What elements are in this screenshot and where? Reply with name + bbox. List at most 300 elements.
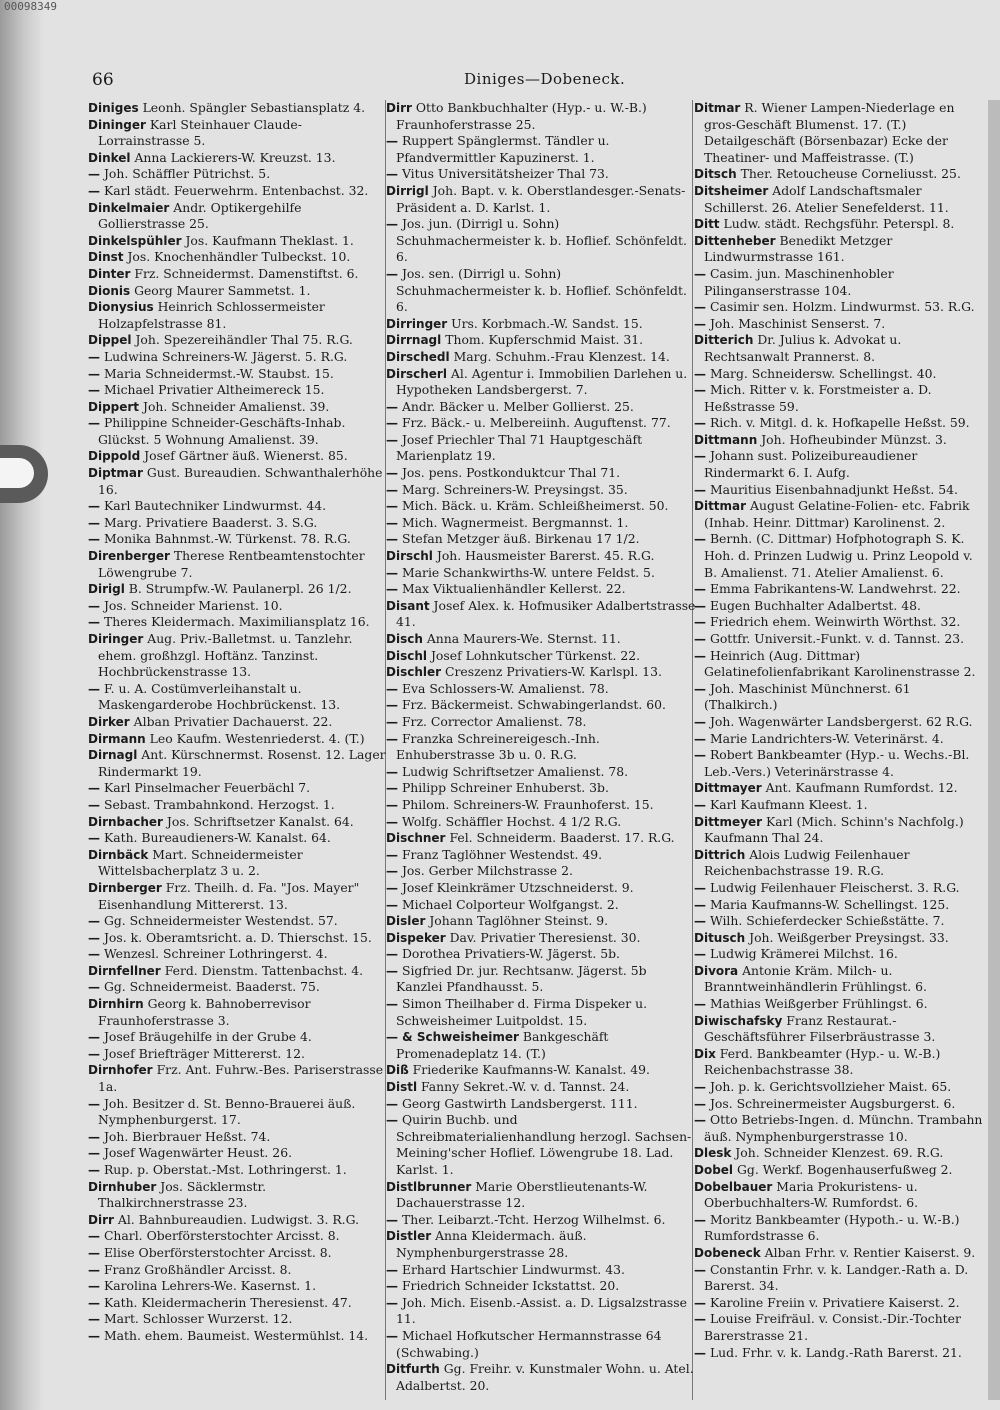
entry-surname: — [88,831,100,846]
directory-entry [386,648,696,665]
entry-details: Marie Schankwirths-W. untere Feldst. 5. [401,564,655,580]
entry-details: Anna Maurers-We. Sternst. 11. [426,631,621,646]
directory-entry [694,747,984,780]
entry-surname: — [386,532,398,547]
entry-surname: Dittmeyer [694,814,763,829]
entry-surname: — [694,1262,706,1277]
directory-entry [386,498,696,515]
entry-details: Jos. sen. (Dirrigl u. Sohn) Schuhmachermeister k. b. Hoflief. Schönfeldt. 6. [396,265,687,315]
entry-details: Wolfg. Schäffler Hochst. 4 1/2 R.G. [401,813,622,829]
entry-details: Moritz Bankbeamter (Hypoth.- u. W.-B.) Rumfordstrasse 6. [704,1211,960,1244]
directory-entry [694,731,984,748]
entry-details: Otto Bankbuchhalter (Hyp.- u. W.-B.) Fraunhoferstrasse 25. [396,100,647,132]
entry-surname: Dirnfellner [88,963,161,978]
entry-surname: — [694,797,706,812]
directory-entry [88,1162,388,1179]
entry-surname: — [88,416,100,431]
entry-surname: Dippel [88,333,132,348]
entry-details: Constantin Frhr. v. k. Landger.-Rath a. D. Barerst. 34. [704,1261,969,1294]
entry-surname: Diniges [88,101,139,115]
entry-surname: Distlbrunner [386,1179,472,1194]
entry-surname: — [386,582,398,597]
directory-entry [88,266,388,283]
entry-surname: Dinter [88,266,131,281]
directory-entry [694,1079,984,1096]
directory-entry [386,316,696,333]
entry-details: Antonie Kräm. Milch- u. Branntweinhändlerin Frühlingst. 6. [704,962,927,995]
entry-surname: Dischner [386,831,446,846]
entry-details: Johann Taglöhner Steinst. 9. [429,913,609,929]
entry-surname: Dittmann [694,432,758,447]
entry-surname: — & Schweisheimer [386,1030,519,1045]
directory-entry [88,1262,388,1279]
directory-entry [386,863,696,880]
entry-surname: Dinst [88,250,124,265]
entry-surname: — [694,1096,706,1111]
entry-surname: — [694,947,706,962]
entry-details: Ludwig Krämerei Milchst. 16. [709,946,898,962]
entry-details: Creszenz Privatiers-W. Karlspl. 13. [445,664,662,680]
entry-details: Ferd. Dienstm. Tattenbachst. 4. [164,962,364,978]
entry-details: Ludw. städt. Rechgsführ. Peterspl. 8. [723,216,955,232]
entry-surname: Diß [386,1063,409,1078]
entry-surname: Dirnhofer [88,1063,153,1078]
entry-surname: — [386,764,398,779]
entry-surname: — [88,930,100,945]
entry-details: Friedrich ehem. Weinwirth Wörthst. 32. [709,614,961,630]
entry-surname: Dirnhirn [88,997,144,1012]
entry-details: Frz. Ant. Fuhrw.-Bes. Pariserstrasse 1a. [98,1062,384,1095]
directory-entry [694,183,984,216]
entry-details: Gg. Freihr. v. Kunstmaler Wohn. u. Atel. Adalbertst. 20. [396,1361,694,1393]
entry-surname: — [88,1262,100,1277]
entry-details: Monika Bahnmst.-W. Türkenst. 78. R.G. [103,531,351,547]
entry-details: Therese Rentbeamtenstochter Löwengrube 7. [98,548,365,580]
entry-surname: — [386,482,398,497]
entry-details: Bernh. (C. Dittmar) Hofphotograph S. K. Hoh. d. Prinzen Ludwig u. Prinz Leopold v. B. Amalienst. 71. Atelier Amalienst. 6. [704,531,973,580]
entry-details: Mich. Bäck. u. Kräm. Schleißheimerst. 50. [401,498,669,514]
entry-surname: Dirschedl [386,349,450,364]
entry-surname: — [88,1030,100,1045]
entry-details: Dorothea Privatiers-W. Jägerst. 5b. [401,946,620,962]
entry-details: Casimir sen. Holzm. Lindwurmst. 53. R.G. [709,299,975,315]
entry-surname: — [88,1279,100,1294]
directory-entry [386,1212,696,1229]
entry-surname: Ditfurth [386,1362,440,1377]
entry-surname: — [88,1096,100,1111]
directory-entry [88,283,388,300]
entry-surname: — [386,1212,398,1227]
directory-entry [386,1361,696,1394]
directory-entry [88,366,388,383]
entry-surname: — [694,300,706,315]
directory-entry [694,1212,984,1245]
entry-surname: Diwischafsky [694,1013,783,1028]
entry-details: Alban Privatier Dachauerst. 22. [133,713,333,729]
entry-details: Mathias Weißgerber Frühlingst. 6. [709,996,928,1012]
entry-details: Karl Pinselmacher Feuerbächl 7. [103,780,311,796]
entry-surname: Dittrich [694,847,746,862]
entry-details: Joh. Weißgerber Preysingst. 33. [749,929,949,945]
entry-surname: Dininger [88,117,146,132]
entry-surname: — [694,598,706,613]
entry-details: Adolf Landschaftsmaler Schillerst. 26. Atelier Senefelderst. 11. [704,182,949,215]
directory-entry [88,996,388,1029]
entry-details: Aug. Priv.-Balletmst. u. Tanzlehr. ehem. großhzgl. Hoftänz. Tanzinst. Hochbrückenstrasse 13. [98,631,353,680]
entry-surname: Disant [386,598,430,613]
page-number: 66 [92,70,114,90]
entry-surname: Dinkel [88,150,131,165]
directory-entry [386,465,696,482]
entry-details: Theres Kleidermach. Maximiliansplatz 16. [103,614,370,630]
entry-details: Ludwig Feilenhauer Fleischerst. 3. R.G. [709,879,960,895]
entry-details: Joh. p. k. Gerichtsvollzieher Maist. 65. [709,1079,952,1095]
entry-surname: — [88,1229,100,1244]
entry-details: Jos. k. Oberamtsricht. a. D. Thierschst. 15. [103,929,372,945]
entry-surname: Dirker [88,714,130,729]
entry-surname: Dirnberger [88,880,162,895]
directory-entry [88,1029,388,1046]
entry-surname: Divora [694,963,739,978]
entry-surname: — [88,681,100,696]
directory-entry [386,515,696,532]
entry-surname: — [88,980,100,995]
directory-entry [88,1328,388,1345]
entry-details: Casim. jun. Maschinenhobler Pilinganserstrasse 104. [704,265,894,298]
entry-surname: — [88,797,100,812]
entry-surname: — [88,914,100,929]
entry-details: R. Wiener Lampen-Niederlage en gros-Geschäft Blumenst. 17. (T.) Detailgeschäft (Börsenbazar) Ecke der Theatiner- und Maffeistrasse. (T.) [704,100,955,165]
directory-entry [694,930,984,947]
entry-details: Josef Briefträger Mittererst. 12. [103,1045,305,1061]
directory-entry [88,399,388,416]
directory-entry [88,714,388,731]
directory-entry [694,797,984,814]
directory-entry [386,830,696,847]
entry-surname: — [386,399,398,414]
entry-surname: Dionis [88,283,131,298]
directory-entry [694,631,984,648]
entry-details: Rup. p. Oberstat.-Mst. Lothringerst. 1. [103,1162,347,1177]
entry-surname: — [386,681,398,696]
entry-details: Joh. Schäffler Pütrichst. 5. [103,166,271,182]
directory-entry [386,1328,696,1361]
entry-surname: — [386,714,398,729]
entry-details: Josef Bräugehilfe in der Grube 4. [103,1029,312,1045]
directory-entry [88,1278,388,1295]
directory-entry [694,897,984,914]
directory-entry [88,1046,388,1063]
directory-entry [386,1278,696,1295]
entry-surname: — [88,1328,100,1343]
entry-details: Marg. Schreiners-W. Preysingst. 35. [401,481,628,497]
directory-entry [386,399,696,416]
entry-surname: — [386,997,398,1012]
directory-entry [88,830,388,847]
entry-surname: — [694,615,706,630]
directory-entry [88,233,388,250]
directory-entry [88,1212,388,1229]
entry-surname: Distler [386,1229,432,1244]
entry-surname: — [88,515,100,530]
directory-entry [88,548,388,581]
directory-entry [386,847,696,864]
directory-entry [694,996,984,1013]
entry-surname: — [694,416,706,431]
directory-entry [386,814,696,831]
entry-surname: Dippold [88,449,141,464]
entry-details: Georg k. Bahnoberrevisor Fraunhoferstrasse 3. [98,996,311,1028]
entry-details: Charl. Oberförsterstochter Arcisst. 8. [103,1228,340,1244]
entry-details: Gg. Werkf. Bogenhauserfußweg 2. [737,1162,953,1177]
entry-details: Frz. Theilh. d. Fa. "Jos. Mayer" Eisenhandlung Mittererst. 13. [98,879,360,912]
entry-details: Jos. Schriftsetzer Kanalst. 64. [166,813,354,829]
entry-details: Ther. Leibarzt.-Tcht. Herzog Wilhelmst. 6. [401,1211,666,1227]
entry-details: Sigfried Dr. jur. Rechtsanw. Jägerst. 5b Kanzlei Pfandhausst. 5. [396,962,647,995]
directory-entry [88,1245,388,1262]
entry-details: Eugen Buchhalter Adalbertst. 48. [709,597,921,613]
entry-details: Benedikt Metzger Lindwurmstrasse 161. [704,232,893,265]
entry-details: Ant. Kaufmann Rumfordst. 12. [765,780,958,796]
entry-details: Josef Kleinkrämer Utzschneiderst. 9. [401,879,634,895]
directory-entry [694,233,984,266]
directory-entry [386,1179,696,1212]
entry-surname: Dobel [694,1163,734,1177]
entry-surname: — [694,1345,706,1360]
entry-details: Erhard Hartschier Lindwurmst. 43. [401,1261,625,1277]
directory-entry [88,1228,388,1245]
directory-entry [88,731,388,748]
entry-details: Anna Lackierers-W. Kreuzst. 13. [134,149,336,165]
directory-entry [88,1096,388,1129]
entry-surname: — [694,681,706,696]
directory-entry [88,515,388,532]
entry-details: Rich. v. Mitgl. d. k. Hofkapelle Heßst. 59. [709,415,970,431]
directory-entry [88,299,388,332]
entry-surname: — [694,648,706,663]
entry-details: Michael Colporteur Wolfgangst. 2. [401,896,619,912]
entry-surname: Dittenheber [694,233,776,248]
entry-surname: — [386,217,398,232]
directory-entry [694,531,984,581]
entry-surname: — [386,1096,398,1111]
entry-surname: Dix [694,1046,716,1061]
entry-surname: Dirscherl [386,366,447,381]
entry-details: Franz Restaurat.-Geschäftsführer Filserbräustrasse 3. [704,1012,936,1045]
entry-surname: Dippert [88,399,140,414]
directory-entry [694,714,984,731]
entry-surname: Dirschl [386,549,433,564]
directory-entry [88,979,388,996]
entry-details: Frz. Bäck.- u. Melbereiinh. Auguftenst. 77. [401,415,671,431]
entry-surname: Dirnbacher [88,814,163,829]
entry-details: Wenzesl. Schreiner Lothringerst. 4. [103,946,328,962]
entry-details: Andr. Bäcker u. Melber Gollierst. 25. [401,398,634,414]
directory-entry [694,963,984,996]
entry-details: F. u. A. Costümverleihanstalt u. Maskengarderobe Hochbrückenst. 13. [98,680,341,713]
directory-entry [88,349,388,366]
entry-details: Maria Schneidermst.-W. Staubst. 15. [103,365,334,381]
entry-surname: — [386,266,398,281]
entry-surname: — [88,1146,100,1161]
entry-surname: — [694,1312,706,1327]
directory-entry [88,880,388,913]
entry-details: Johann sust. Polizeibureaudiener Rindermarkt 6. I. Aufg. [704,448,918,481]
entry-surname: Dirrigl [386,183,429,198]
directory-entry [88,847,388,880]
entry-details: Heinrich Schlossermeister Holzapfelstrasse 81. [98,299,325,331]
entry-details: Frz. Corrector Amalienst. 78. [401,713,587,729]
directory-entry [694,166,984,183]
entry-surname: — [386,1279,398,1294]
directory-entry [694,1345,984,1362]
entry-details: B. Strumpfw.-W. Paulanerpl. 26 1/2. [128,581,352,597]
directory-entry [386,266,696,316]
entry-surname: — [386,698,398,713]
directory-entry [386,1228,696,1261]
entry-details: Mauritius Eisenbahnadjunkt Heßst. 54. [709,481,958,497]
entry-details: Math. ehem. Baumeist. Westermühlst. 14. [103,1327,369,1343]
directory-entry [88,1145,388,1162]
entry-details: Philippine Schneider-Geschäfts-Inhab. Glückst. 5 Wohnung Amalienst. 39. [98,415,346,447]
directory-entry [386,1295,696,1328]
directory-entry [694,1046,984,1079]
entry-details: Josef Priechler Thal 71 Hauptgeschäft Marienplatz 19. [396,431,643,464]
entry-details: Karl Steinhauer Claude-Lorrainstrasse 5. [98,116,302,149]
entry-details: Gg. Schneidermeister Westendst. 57. [103,913,338,929]
entry-details: Mich. Ritter v. k. Forstmeister a. D. Heßstrasse 59. [704,382,932,414]
directory-entry [386,349,696,366]
entry-surname: — [386,731,398,746]
entry-surname: — [386,515,398,530]
directory-entry [386,432,696,465]
entry-details: Mart. Schlosser Wurzerst. 12. [103,1311,293,1327]
directory-entry [694,266,984,299]
running-head: Diniges—Dobeneck. [464,70,626,88]
entry-details: Joh. Hausmeister Barerst. 45. R.G. [436,548,655,564]
directory-entry [386,1096,696,1113]
entry-surname: Disler [386,914,426,929]
entry-details: Karolina Lehrers-We. Kasernst. 1. [103,1278,317,1294]
directory-entry [88,498,388,515]
entry-details: Joh. Hofheubinder Münzst. 3. [761,431,947,447]
directory-entry [386,780,696,797]
entry-details: Gust. Bureaudien. Schwanthalerhöhe 16. [98,465,383,497]
entry-details: Joh. Spezereihändler Thal 75. R.G. [135,332,353,348]
entry-surname: Dischl [386,648,427,663]
entry-details: Maria Kaufmanns-W. Schellingst. 125. [709,896,950,912]
directory-entry [694,1096,984,1113]
directory-entry [88,117,388,150]
entry-surname: — [386,1295,398,1310]
entry-surname: Dirnhuber [88,1179,157,1194]
directory-entry [694,880,984,897]
directory-entry [694,581,984,598]
entry-details: Joh. Mich. Eisenb.-Assist. a. D. Ligsalzstrasse 11. [396,1294,687,1327]
entry-details: Jos. Gerber Milchstrasse 2. [401,863,573,879]
entry-details: Joh. Wagenwärter Landsbergerst. 62 R.G. [709,713,973,729]
entry-details: Maria Prokuristens- u. Oberbuchhalters-W. Rumfordst. 6. [704,1178,919,1211]
entry-details: Andr. Optikergehilfe Gollierstrasse 25. [98,199,302,232]
entry-details: Jos. jun. (Dirrigl u. Sohn) Schuhmachermeister k. b. Hoflief. Schönfeldt. 6. [396,216,687,265]
directory-entry [88,747,388,780]
entry-details: Michael Privatier Altheimereck 15. [103,382,325,398]
binder-clip-hole [0,458,34,488]
directory-entry [386,1262,696,1279]
entry-details: Fanny Sekret.-W. v. d. Tannst. 24. [421,1079,630,1095]
directory-entry [386,996,696,1029]
entry-details: Thom. Kupferschmid Maist. 31. [445,332,644,348]
entry-details: Ant. Kürschnermst. Rosenst. 12. Lager Rindermarkt 19. [98,747,386,779]
entry-details: Jos. Säcklermstr. Thalkirchnerstrasse 23. [98,1178,267,1211]
entry-details: Gg. Schneidermeist. Baaderst. 75. [103,979,320,995]
entry-surname: — [694,748,706,763]
directory-entry [88,814,388,831]
entry-details: Bankgeschäft Promenadeplatz 14. (T.) [396,1029,609,1061]
entry-surname: — [694,1113,706,1128]
directory-column-3 [694,100,984,1361]
entry-surname: — [694,482,706,497]
entry-surname: Dittmayer [694,781,762,796]
directory-entry [694,100,984,166]
directory-entry [694,780,984,797]
entry-surname: — [386,880,398,895]
directory-entry [386,332,696,349]
directory-entry [386,664,696,681]
entry-details: Jos. Schreinermeister Augsburgerst. 6. [709,1095,956,1111]
entry-details: Jos. pens. Postkonduktcur Thal 71. [401,465,621,481]
entry-details: Friedrich Schneider Ickstattst. 20. [401,1278,620,1294]
directory-entry [88,797,388,814]
entry-surname: — [694,449,706,464]
directory-entry [386,1112,696,1178]
directory-entry [88,382,388,399]
entry-surname: — [88,383,100,398]
entry-surname: — [88,615,100,630]
entry-surname: — [88,366,100,381]
entry-surname: Dobelbauer [694,1179,773,1194]
entry-surname: — [694,914,706,929]
entry-surname: — [694,366,706,381]
entry-surname: Dittmar [694,499,747,514]
entry-surname: — [694,880,706,895]
directory-entry [694,448,984,481]
entry-details: Josef Wagenwärter Heust. 26. [103,1145,293,1161]
entry-details: Karl Kaufmann Kleest. 1. [709,796,868,812]
entry-details: Robert Bankbeamter (Hyp.- u. Wechs.-Bl. Leb.-Vers.) Veterinärstrasse 4. [704,747,970,779]
directory-entry [88,166,388,183]
entry-surname: Dirrnagl [386,333,442,348]
entry-details: August Gelatine-Folien- etc. Fabrik (Inhab. Heinr. Dittmar) Karolinenst. 2. [704,498,970,530]
entry-surname: — [386,947,398,962]
entry-details: Gottfr. Universit.-Funkt. v. d. Tannst. 23. [709,631,965,646]
directory-entry [694,648,984,681]
directory-entry [694,1145,984,1162]
entry-surname: Disch [386,632,423,646]
entry-details: Max Viktualienhändler Kellerst. 22. [401,581,626,597]
entry-surname: — [386,781,398,796]
directory-entry [88,598,388,615]
entry-details: Wilh. Schieferdecker Schießstätte. 7. [709,913,945,929]
directory-entry [386,133,696,166]
directory-entry [694,1112,984,1145]
entry-details: Georg Gastwirth Landsbergerst. 111. [401,1095,638,1111]
directory-entry [694,432,984,449]
entry-surname: Distl [386,1080,418,1095]
entry-surname: — [88,1312,100,1327]
entry-surname: Dirigl [88,582,125,597]
entry-surname: — [386,897,398,912]
